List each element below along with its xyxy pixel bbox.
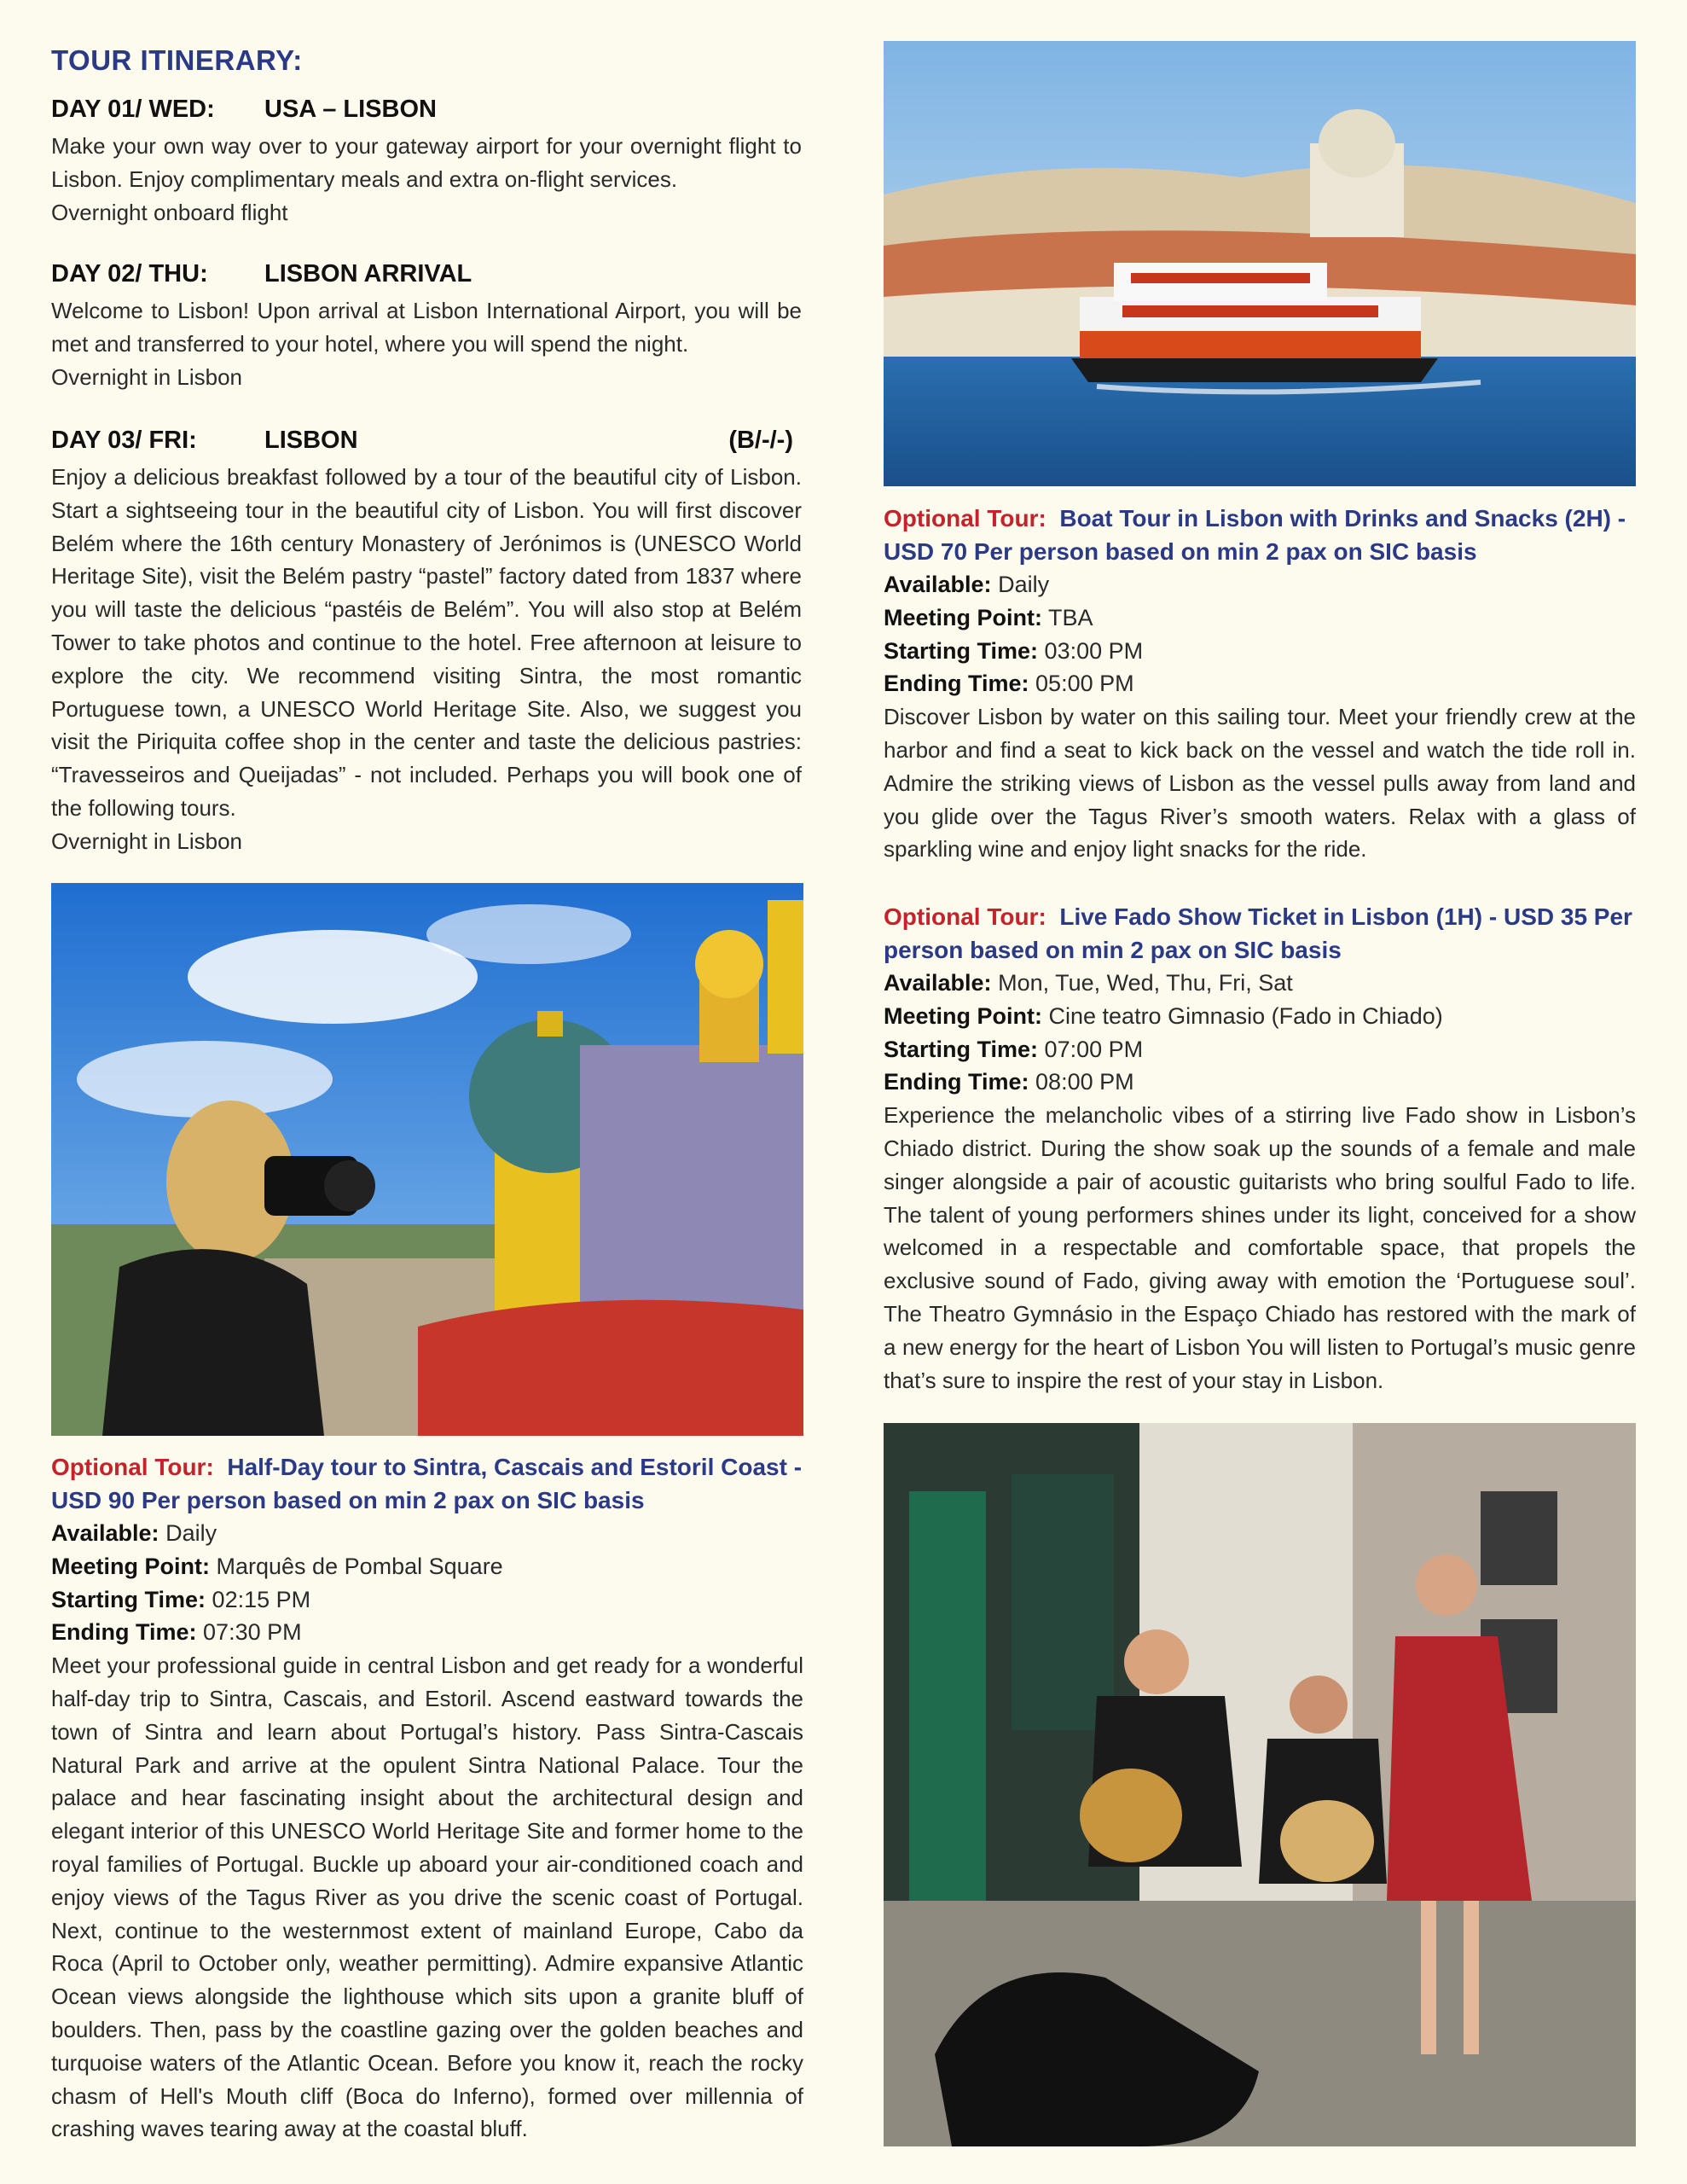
day-header bbox=[51, 260, 802, 294]
tour-description: Experience the melancholic vibes of a stirring live Fado show in Lisbon’s Chiado district. During the show soak up the sounds of a female and male singer alongside a pair of acoustic guitarists who bring soulful Fado to life. The talent of young performers shines under its light, conceived for a show welcomed in a respectable and comfortable space, that propels the exclusive sound of Fado, giving away with emotion the ‘Portuguese soul’. The Theatro Gymnásio in the Espaço Chiado has restored with the mark of a new energy for the heart of Lisbon You will listen to Portugal’s music genre that’s sure to inspire the rest of your stay in Lisbon. bbox=[884, 1102, 1636, 1393]
tour-meeting bbox=[884, 601, 1636, 635]
day-description: Enjoy a delicious breakfast followed by a tour of the beautiful city of Lisbon. Start a sightseeing tour in the beautiful city of Lisbon. You will first discover Belém where the 16th century Monastery of Jerónimos is (UNESCO World Heritage Site), visit the Belém pastry “pastel” factory dated from 1837 where you will taste the delicious “pastéis de Belém”. You will also stop at Belém Tower to take photos and continue to the hotel. Free afternoon at leisure to explore the city. We recommend visiting Sintra, the most romantic Portuguese town, a UNESCO World Heritage Site. Also, we suggest you visit the Piriquita coffee shop in the center and taste the delicious pastries: “Travesseiros and Queijadas” - not included. Perhaps you will book one of the following tours. bbox=[51, 464, 802, 821]
meeting-label: Meeting Point: bbox=[884, 604, 1042, 630]
tour-starting bbox=[51, 1583, 803, 1617]
meeting-label: Meeting Point: bbox=[51, 1553, 210, 1579]
day-meals: (B/-/-) bbox=[728, 427, 793, 454]
day-overnight: Overnight onboard flight bbox=[51, 199, 288, 225]
available-label: Available: bbox=[51, 1520, 159, 1546]
optional-tour-fado bbox=[884, 900, 1636, 1397]
available-label: Available: bbox=[884, 572, 992, 597]
starting-label: Starting Time: bbox=[884, 637, 1039, 664]
optional-label: Optional Tour: bbox=[884, 505, 1046, 531]
fado-photo bbox=[884, 1423, 1636, 2146]
day-label: DAY 01/ WED: bbox=[51, 96, 215, 123]
page-title: TOUR ITINERARY: bbox=[51, 44, 303, 76]
optional-tour-boat bbox=[884, 502, 1636, 866]
tour-starting bbox=[884, 1033, 1636, 1066]
optional-tour-sintra bbox=[51, 1450, 803, 2146]
tour-title-text: Boat Tour in Lisbon with Drinks and Snacks (2H) - USD 70 Per person based on min 2 pax on SIC basis bbox=[884, 505, 1626, 565]
tour-available bbox=[884, 568, 1636, 601]
tour-description: Meet your professional guide in central Lisbon and get ready for a wonderful half-day trip to Sintra, Cascais, and Estoril. Ascend eastward towards the town of Sintra and learn about Portugal’s history. Pass Sintra-Cascais Natural Park and arrive at the opulent Sintra National Palace. Tour the palace and hear fascinating insight about the architectural design and elegant interior of this UNESCO World Heritage Site and former home to the royal families of Portugal. Buckle up aboard your air-conditioned coach and enjoy views of the Tagus River as you drive the scenic coast of Portugal. Next, continue to the westernmost extent of mainland Europe, Cabo da Roca (April to October only, weather permitting). Admire expansive Atlantic Ocean views alongside the lighthouse which sits upon a granite bluff of boulders. Then, pass by the coastline gazing over the golden beaches and turquoise waters of the Atlantic Ocean. Before you know it, reach the rocky chasm of Hell's Mouth cliff (Boca do Inferno), formed over millennia of crashing waves tearing away at the coastal bluff. bbox=[51, 1653, 803, 2142]
tour-title-text: Live Fado Show Ticket in Lisbon (1H) - USD 35 Per person based on min 2 pax on SIC basis bbox=[884, 903, 1632, 963]
starting-label: Starting Time: bbox=[51, 1586, 206, 1612]
day-overnight: Overnight in Lisbon bbox=[51, 828, 243, 854]
day-section-3 bbox=[51, 427, 802, 858]
starting-value: 02:15 PM bbox=[212, 1586, 311, 1612]
lisbon-boat-photo bbox=[884, 41, 1636, 486]
day-name: USA – LISBON bbox=[264, 96, 437, 123]
available-value: Mon, Tue, Wed, Thu, Fri, Sat bbox=[998, 970, 1293, 996]
optional-label: Optional Tour: bbox=[884, 903, 1046, 930]
day-header bbox=[51, 96, 802, 130]
meeting-value: Marquês de Pombal Square bbox=[216, 1553, 503, 1579]
ending-value: 07:30 PM bbox=[203, 1619, 302, 1646]
day-overnight: Overnight in Lisbon bbox=[51, 363, 243, 390]
fado-photo-illustration bbox=[884, 1423, 1636, 2146]
tour-title bbox=[884, 900, 1636, 967]
ending-value: 08:00 PM bbox=[1035, 1069, 1134, 1095]
tour-title bbox=[884, 502, 1636, 568]
day-description: Welcome to Lisbon! Upon arrival at Lisbon International Airport, you will be met and transferred to your hotel, where you will spend the night. bbox=[51, 298, 802, 357]
tour-ending bbox=[884, 667, 1636, 700]
day-label: DAY 03/ FRI: bbox=[51, 427, 197, 454]
tour-description: Discover Lisbon by water on this sailing tour. Meet your friendly crew at the harbor and find a seat to kick back on the vessel and watch the tide roll in. Admire the striking views of Lisbon as the vessel pulls away from land and you glide over the Tagus River’s smooth waters. Relax with a glass of sparkling wine and enjoy light snacks for the ride. bbox=[884, 704, 1636, 863]
day-section-2 bbox=[51, 260, 802, 393]
tour-meeting bbox=[51, 1550, 803, 1583]
lisbon-boat-illustration bbox=[884, 41, 1636, 486]
day-name: LISBON ARRIVAL bbox=[264, 260, 472, 288]
tour-title bbox=[51, 1450, 803, 1517]
starting-value: 07:00 PM bbox=[1044, 1036, 1144, 1062]
available-value: Daily bbox=[165, 1520, 217, 1546]
day-description: Make your own way over to your gateway airport for your overnight flight to Lisbon. Enjoy complimentary meals and extra on-flight services. bbox=[51, 133, 802, 192]
tour-meeting bbox=[884, 1000, 1636, 1033]
starting-label: Starting Time: bbox=[884, 1036, 1039, 1062]
ending-value: 05:00 PM bbox=[1035, 671, 1134, 697]
ending-label: Ending Time: bbox=[884, 1069, 1029, 1095]
ending-label: Ending Time: bbox=[51, 1619, 197, 1646]
available-label: Available: bbox=[884, 970, 992, 996]
optional-label: Optional Tour: bbox=[51, 1454, 214, 1480]
available-value: Daily bbox=[998, 572, 1050, 597]
meeting-value: TBA bbox=[1048, 604, 1093, 630]
ending-label: Ending Time: bbox=[884, 671, 1029, 697]
day-label: DAY 02/ THU: bbox=[51, 260, 208, 288]
sintra-photo-illustration bbox=[51, 883, 803, 1436]
day-section-1 bbox=[51, 96, 802, 229]
tour-available bbox=[51, 1517, 803, 1550]
meeting-label: Meeting Point: bbox=[884, 1002, 1042, 1029]
tour-available bbox=[884, 967, 1636, 1000]
sintra-photo bbox=[51, 883, 803, 1436]
day-name: LISBON bbox=[264, 427, 358, 454]
meeting-value: Cine teatro Gimnasio (Fado in Chiado) bbox=[1048, 1002, 1443, 1029]
starting-value: 03:00 PM bbox=[1044, 637, 1144, 664]
tour-ending bbox=[884, 1066, 1636, 1099]
tour-starting bbox=[884, 635, 1636, 668]
tour-title-text: Half-Day tour to Sintra, Cascais and Estoril Coast - USD 90 Per person based on min 2 pax on SIC basis bbox=[51, 1454, 803, 1513]
day-header bbox=[51, 427, 802, 461]
tour-ending bbox=[51, 1616, 803, 1649]
